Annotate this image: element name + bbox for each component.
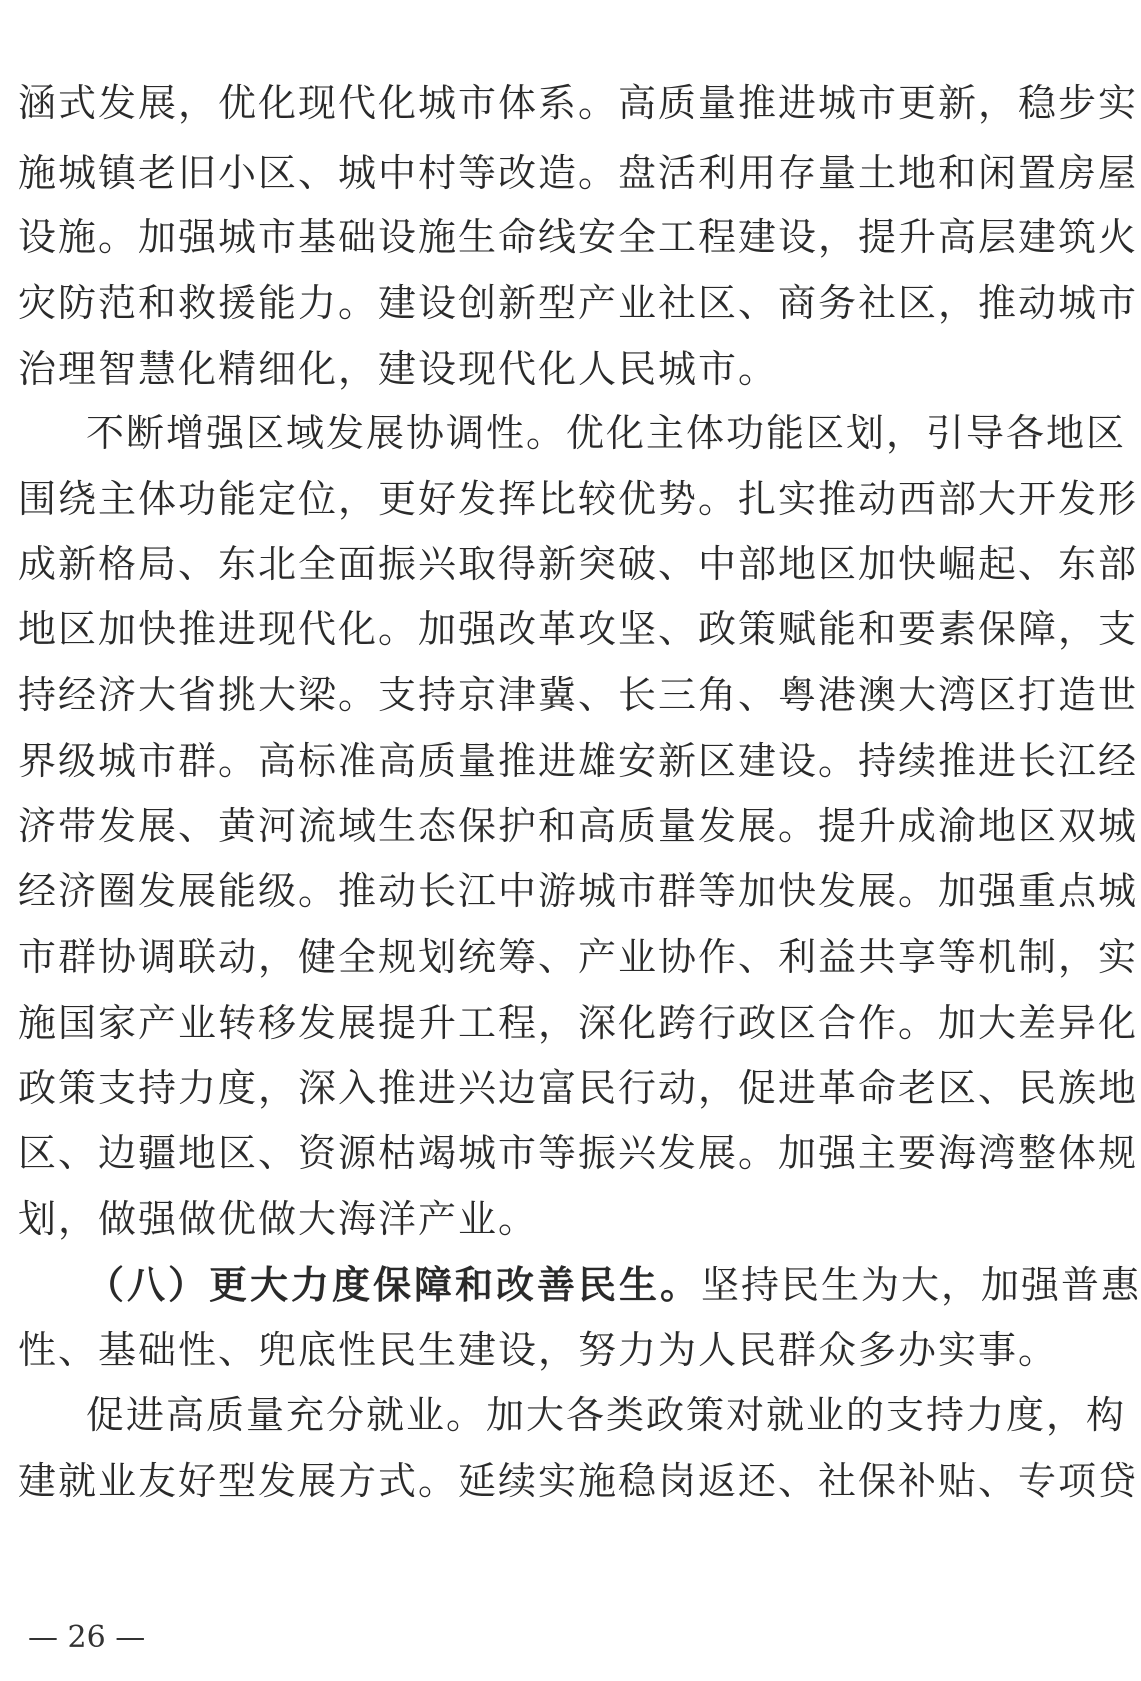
page-number: — 26 — [28, 1620, 146, 1655]
paragraph-2-line-9: 市群协调联动，健全规划统筹、产业协作、利益共享等机制，实 [18, 935, 1139, 979]
paragraph-3-line-2: 性、基础性、兜底性民生建设，努力为人民群众多办实事。 [18, 1328, 1059, 1372]
paragraph-2-line-4: 地区加快推进现代化。加强改革攻坚、政策赋能和要素保障，支 [18, 607, 1139, 651]
paragraph-2-line-3: 成新格局、东北全面振兴取得新突破、中部地区加快崛起、东部 [18, 542, 1139, 586]
paragraph-1-line-5: 治理智慧化精细化，建设现代化人民城市。 [18, 347, 779, 391]
paragraph-2-line-13: 划，做强做优做大海洋产业。 [18, 1197, 539, 1241]
paragraph-1-line-4: 灾防范和救援能力。建设创新型产业社区、商务社区，推动城市 [18, 281, 1139, 325]
paragraph-4-line-2: 建就业友好型发展方式。延续实施稳岗返还、社保补贴、专项贷 [18, 1459, 1139, 1503]
paragraph-2-line-10: 施国家产业转移发展提升工程，深化跨行政区合作。加大差异化 [18, 1001, 1139, 1045]
paragraph-2-line-6: 界级城市群。高标准高质量推进雄安新区建设。持续推进长江经 [18, 739, 1139, 783]
paragraph-1-line-2: 施城镇老旧小区、城中村等改造。盘活利用存量土地和闲置房屋 [18, 151, 1139, 195]
paragraph-2-line-1: 不断增强区域发展协调性。优化主体功能区划，引导各地区 [86, 411, 1127, 455]
paragraph-4-line-1: 促进高质量充分就业。加大各类政策对就业的支持力度，构 [86, 1393, 1127, 1437]
paragraph-2-line-8: 经济圈发展能级。推动长江中游城市群等加快发展。加强重点城 [18, 869, 1139, 913]
paragraph-2-line-7: 济带发展、黄河流域生态保护和高质量发展。提升成渝地区双城 [18, 804, 1139, 848]
paragraph-3-line-1 [86, 1262, 1141, 1308]
paragraph-2-line-5: 持经济大省挑大梁。支持京津冀、长三角、粤港澳大湾区打造世 [18, 673, 1139, 717]
paragraph-1-line-3: 设施。加强城市基础设施生命线安全工程建设，提升高层建筑火 [18, 215, 1139, 259]
section-heading: （八）更大力度保障和改善民生。 [86, 1262, 702, 1307]
paragraph-2-line-12: 区、边疆地区、资源枯竭城市等振兴发展。加强主要海湾整体规 [18, 1131, 1139, 1175]
paragraph-2-line-2: 围绕主体功能定位，更好发挥比较优势。扎实推动西部大开发形 [18, 477, 1139, 521]
paragraph-3-line-1-rest: 坚持民生为大，加强普惠 [701, 1263, 1141, 1307]
paragraph-1-line-1: 涵式发展，优化现代化城市体系。高质量推进城市更新，稳步实 [18, 81, 1139, 125]
paragraph-2-line-11: 政策支持力度，深入推进兴边富民行动，促进革命老区、民族地 [18, 1066, 1139, 1110]
